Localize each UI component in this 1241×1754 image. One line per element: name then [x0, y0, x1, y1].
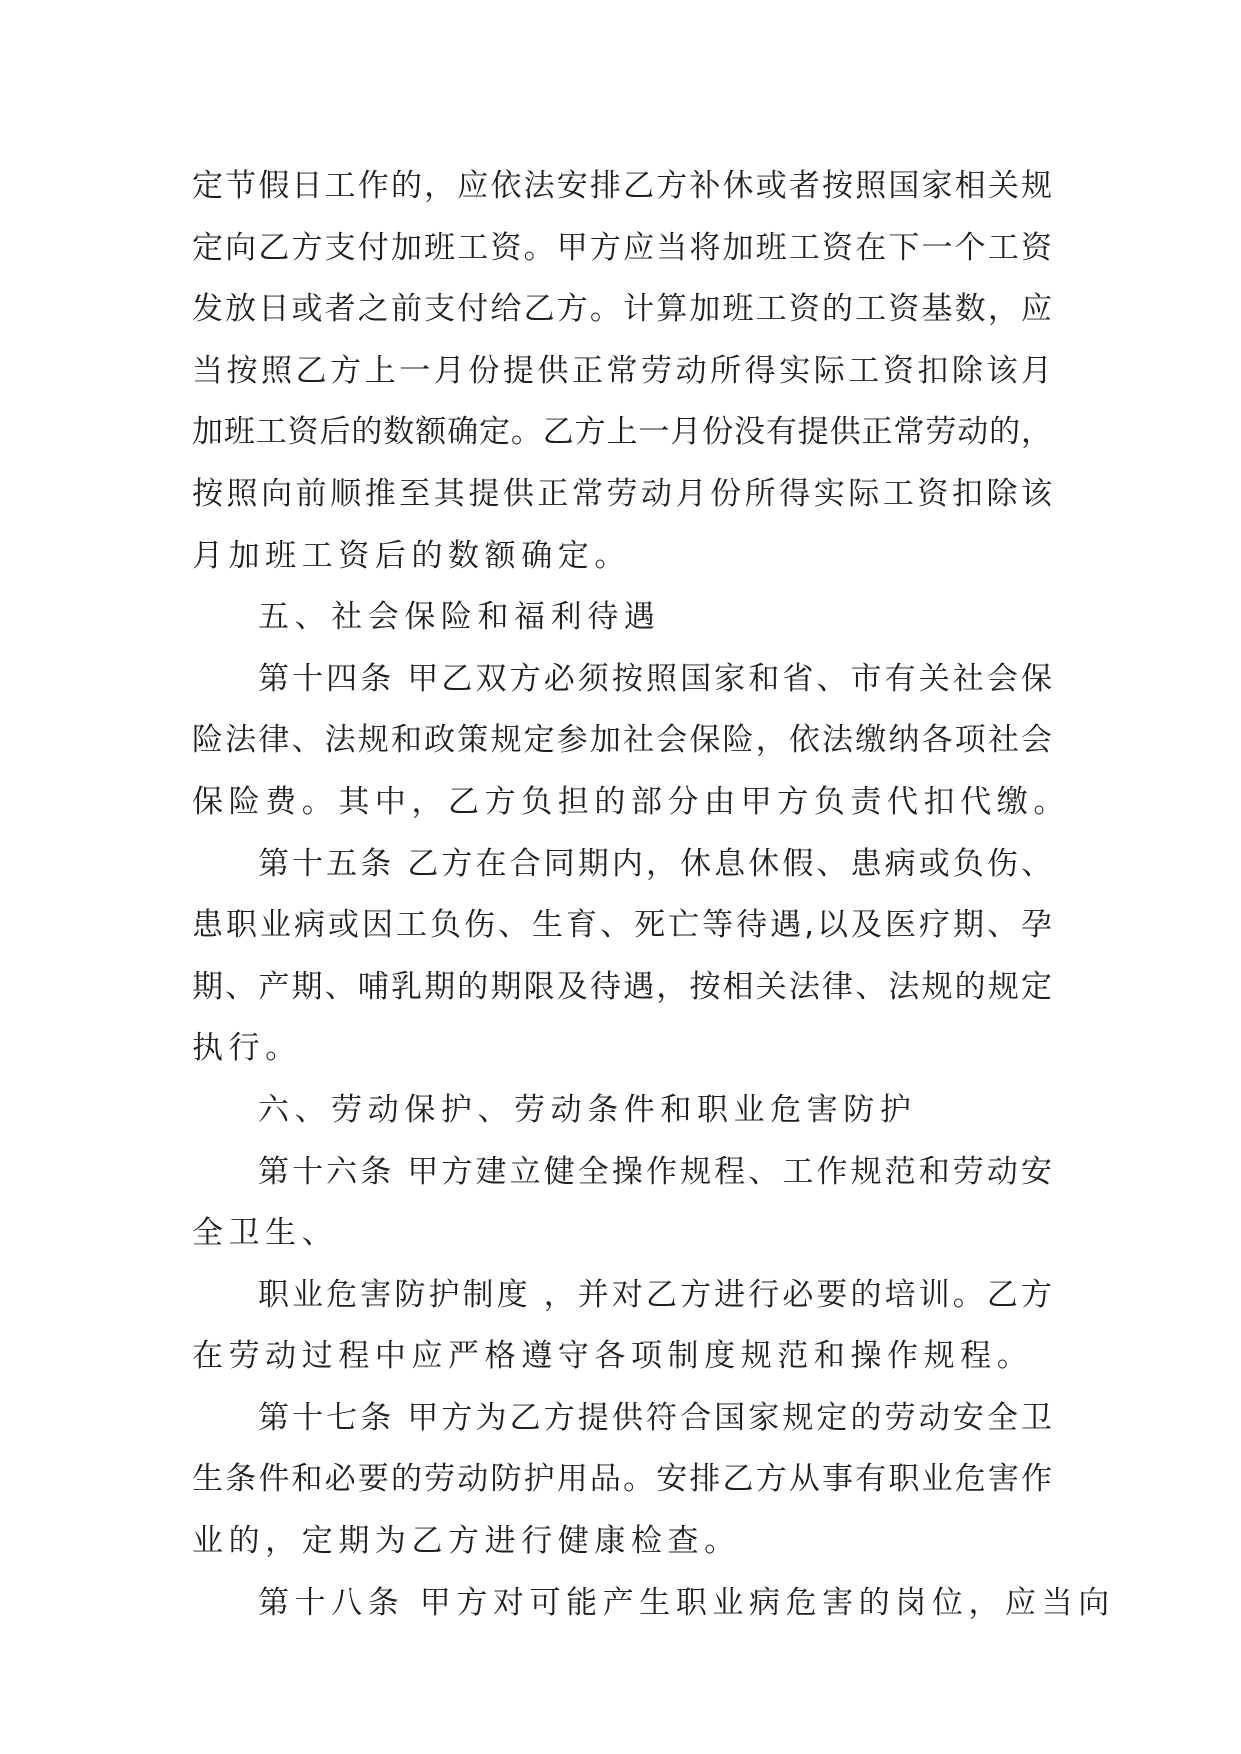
text-line: 执行。 [192, 1030, 302, 1067]
paragraph-article-15 [192, 834, 1052, 1080]
text-line: 业的，定期为乙方进行健康检查。 [192, 1523, 741, 1560]
text-line: 患职业病或因工负伤、生育、死亡等待遇,以及医疗期、孕 [192, 907, 1052, 944]
paragraph-article-16-cont [192, 1265, 1052, 1388]
text-line: 第十六条 甲方建立健全操作规程、工作规范和劳动安 [258, 1153, 1052, 1190]
text-line: 第十五条 乙方在合同期内，休息休假、患病或负伤、 [258, 845, 1052, 882]
paragraph-article-17 [192, 1388, 1052, 1573]
text-line: 第十八条 甲方对可能产生职业病危害的岗位，应当向 [258, 1584, 1115, 1621]
text-line: 生条件和必要的劳动防护用品。安排乙方从事有职业危害作 [192, 1461, 1052, 1498]
text-line: 发放日或者之前支付给乙方。计算加班工资的工资基数，应 [192, 291, 1052, 328]
text-line: 定节假日工作的，应依法安排乙方补休或者按照国家相关规 [192, 168, 1052, 204]
text-line: 第十七条 甲方为乙方提供符合国家规定的劳动安全卫 [258, 1399, 1052, 1436]
text-line: 在劳动过程中应严格遵守各项制度规范和操作规程。 [192, 1338, 1034, 1375]
text-line: 险法律、法规和政策规定参加社会保险，依法缴纳各项社会 [192, 722, 1052, 759]
text-line: 加班工资后的数额确定。乙方上一月份没有提供正常劳动的， [192, 414, 1052, 451]
text-line: 第十四条 甲乙双方必须按照国家和省、市有关社会保 [258, 660, 1052, 697]
text-line: 全卫生、 [192, 1215, 339, 1252]
text-line: 保险费。其中，乙方负担的部分由甲方负责代扣代缴。 [192, 783, 1070, 820]
text-line: 按照向前顺推至其提供正常劳动月份所得实际工资扣除该 [192, 475, 1052, 512]
text-line: 月加班工资后的数额确定。 [192, 537, 631, 574]
text-line: 定向乙方支付加班工资。甲方应当将加班工资在下一个工资 [192, 229, 1052, 266]
paragraph-article-14 [192, 649, 1070, 834]
text-line: 期、产期、哺乳期的期限及待遇，按相关法律、法规的规定 [192, 968, 1052, 1005]
paragraph-p-overtime-wage [192, 156, 1052, 587]
text-line: 当按照乙方上一月份提供正常劳动所得实际工资扣除该月 [192, 352, 1052, 389]
paragraph-section-6-heading [192, 1080, 1052, 1142]
text-line: 五、社会保险和福利待遇 [258, 599, 661, 636]
document-body [192, 156, 1115, 1634]
paragraph-article-18 [192, 1573, 1115, 1635]
text-line: 职业危害防护制度 ，并对乙方进行必要的培训。乙方 [258, 1276, 1052, 1313]
text-line: 六、劳动保护、劳动条件和职业危害防护 [258, 1091, 917, 1128]
paragraph-section-5-heading [192, 587, 1052, 649]
paragraph-article-16 [192, 1142, 1052, 1265]
